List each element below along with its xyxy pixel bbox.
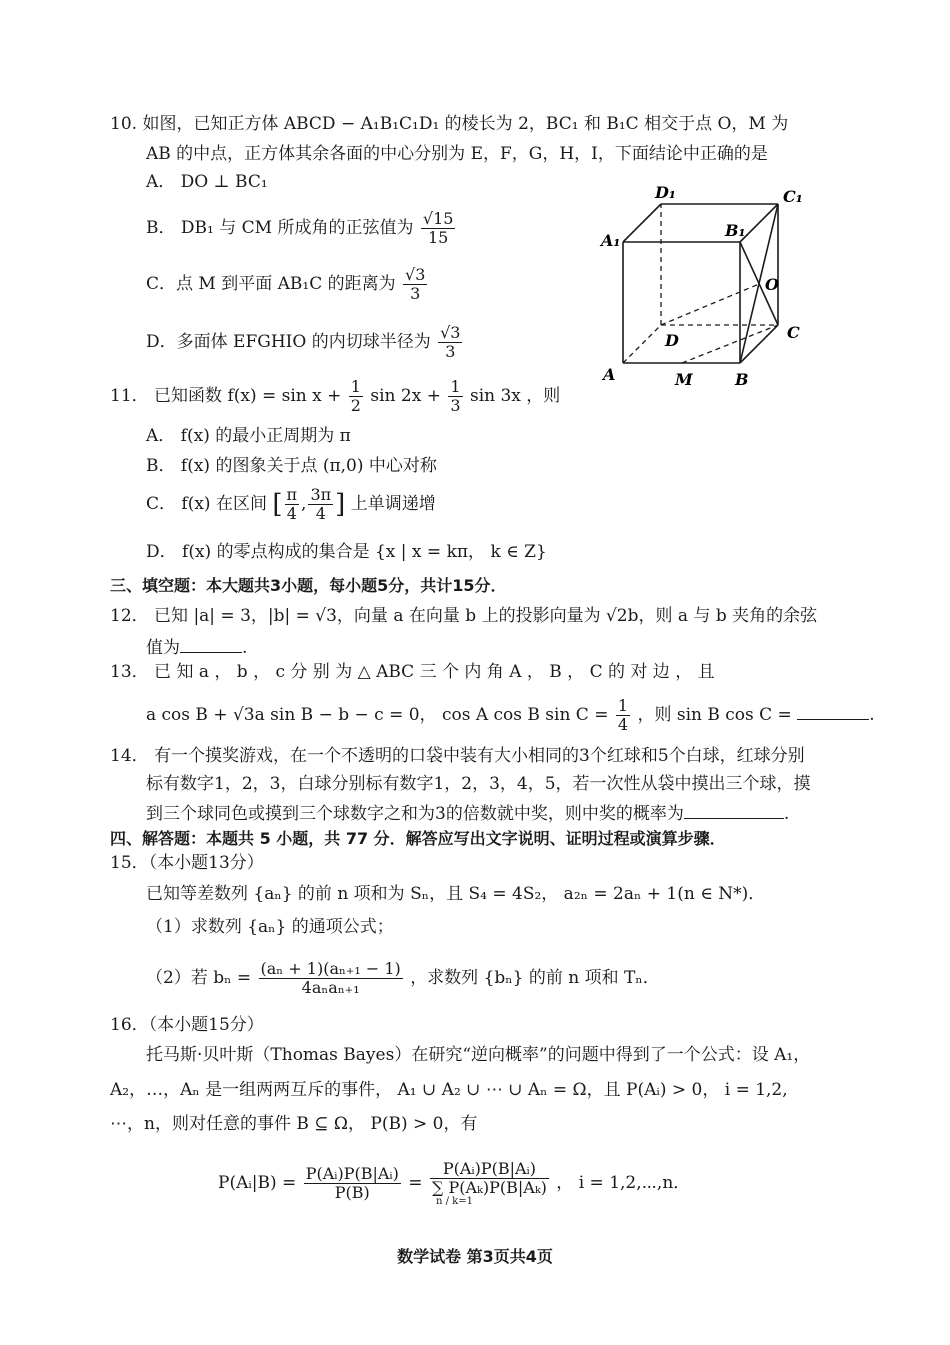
q16-line3: ⋯，n，则对任意的事件 B ⊆ Ω， P(B) > 0，有 [110, 1114, 478, 1134]
cube-figure [595, 180, 825, 395]
q12-line1: 12． 已知 |a| = 3，|b| = √3，向量 a 在向量 b 上的投影向量为 √2b，则 a 与 b 夹角的余弦 [110, 606, 818, 626]
q12-answer-blank [180, 634, 242, 653]
q14-line2: 标有数字1，2，3，白球分别标有数字1，2，3，4，5，若一次性从袋中摸出三个球，摸 [146, 774, 811, 794]
q10-option-c-fraction: $\frac{√3}{3}$ [405, 265, 426, 303]
q14-answer-blank [684, 800, 784, 819]
q11-option-c-fraction-1: $\frac{\pi}{4}$ [286, 485, 298, 523]
hidden-MC [682, 325, 778, 363]
q15-part-1: （1）求数列 {aₙ} 的通项公式； [146, 917, 394, 937]
q10-line2: AB 的中点，正方体其余各面的中心分别为 E，F，G，H，I，下面结论中正确的是 [146, 144, 768, 164]
q15-part-2: （2）若 bₙ = $\frac{\text{(aₙ + 1)(aₙ₊₁ − 1)}}{\text{4aₙaₙ₊₁}}$ ，求数列 {bₙ} 的前 n 项和 Tₙ． [146, 959, 660, 997]
q14-line1: 14． 有一个摸奖游戏，在一个不透明的口袋中装有大小相同的3个红球和5个白球，红球分别 [110, 746, 805, 766]
q16-line2: A₂，…，Aₙ 是一组两两互斥的事件， A₁ ∪ A₂ ∪ ⋯ ∪ Aₙ = Ω，且 P(Aᵢ) > 0， i = 1,2, [110, 1080, 788, 1100]
q15-stem: 已知等差数列 {aₙ} 的前 n 项和为 Sₙ，且 S₄ = 4S₂， a₂ₙ = 2aₙ + 1(n ∈ N*)． [146, 884, 766, 904]
label-D: D [665, 331, 679, 350]
q16-formula-fraction-1: $\frac{\text{P(Aᵢ)P(B|Aᵢ)}}{P(B)}$ [305, 1164, 399, 1202]
q16-line1: 托马斯·贝叶斯（Thomas Bayes）在研究“逆向概率”的问题中得到了一个公式：设 A₁， [146, 1045, 811, 1065]
edge-BC [740, 325, 778, 363]
q10-option-d-fraction: $\frac{√3}{3}$ [440, 323, 461, 361]
section-3-heading: 三、填空题：本大题共3小题，每小题5分，共计15分． [110, 576, 507, 595]
q10-option-b: B． DB₁ 与 CM 所成角的正弦值为 $\frac{√15}{15}$ [146, 209, 454, 247]
q10-option-a: A． DO ⊥ BC₁ [146, 172, 268, 192]
q16-bayes-formula: P(Aᵢ|B) = $\frac{\text{P(Aᵢ)P(B|Aᵢ)}}{P(B)}$ = P(Aᵢ)P(B|Aᵢ) ∑ P(Aₖ)P(B|Aₖ) n / k=1 ， i = 1,2,⋯,n． [218, 1159, 691, 1207]
label-B: B [735, 370, 749, 389]
label-A: A [603, 365, 616, 384]
hidden-edge-AD [623, 325, 661, 363]
q13-line2: a cos B + √3a sin B − b − c = 0， cos A cos B sin C = $\frac{1}{4}$ ，则 sin B cos C = . [146, 696, 875, 734]
label-M: M [675, 370, 693, 389]
section-4-heading: 四、解答题：本题共 5 小题，共 77 分．解答应写出文字说明、证明过程或演算步骤． [110, 829, 726, 848]
page-footer: 数学试卷 第3页共4页 [397, 1247, 553, 1266]
q10-option-c: C．点 M 到平面 AB₁C 的距离为 $\frac{√3}{3}$ [146, 265, 426, 303]
q10-option-d: D．多面体 EFGHIO 的内切球半径为 $\frac{√3}{3}$ [146, 323, 461, 361]
label-D1: D₁ [655, 183, 676, 202]
q13-fraction: $\frac{1}{4}$ [617, 696, 629, 734]
q11-option-b: B． f(x) 的图象关于点 (π,0) 中心对称 [146, 456, 437, 476]
q11-option-c-fraction-2: $\frac{3\pi}{4}$ [310, 485, 332, 523]
hidden-DO [661, 284, 759, 325]
q15-bn-fraction: $\frac{\text{(aₙ + 1)(aₙ₊₁ − 1)}}{\text{4aₙaₙ₊₁}}$ [260, 959, 401, 997]
q13-line1: 13． 已 知 a ， b ， c 分 别 为 △ ABC 三 个 内 角 A ， B ， C 的 对 边 ， 且 [110, 662, 715, 682]
q14-line3: 到三个球同色或摸到三个球数字之和为3的倍数就中奖，则中奖的概率为 . [146, 800, 789, 826]
q11-option-d: D． f(x) 的零点构成的集合是 {x | x = kπ， k ∈ Z} [146, 542, 547, 562]
q13-answer-blank [797, 701, 869, 720]
q11-fraction-2: $\frac{1}{3}$ [450, 377, 461, 415]
q15-heading: 15．（本小题13分） [110, 853, 264, 873]
label-O: O [765, 275, 779, 294]
q11-option-a: A． f(x) 的最小正周期为 π [146, 426, 351, 446]
label-C: C [787, 323, 800, 342]
label-C1: C₁ [783, 187, 803, 206]
label-B1: B₁ [725, 221, 746, 240]
q11-fraction-1: $\frac{1}{2}$ [350, 377, 361, 415]
q11-option-c: C． f(x) 在区间 [ $\frac{\pi}{4}$ , $\frac{3\pi}{4}$ ] 上单调递增 [146, 485, 436, 523]
q11-stem: 11． 已知函数 f(x) = sin x + $\frac{1}{2}$ sin 2x + $\frac{1}{3}$ sin 3x ，则 [110, 377, 561, 415]
label-A1: A₁ [601, 231, 621, 250]
edge-B1C1 [740, 204, 778, 242]
q10-option-b-fraction: $\frac{√15}{15}$ [422, 209, 454, 247]
q16-formula-fraction-2: P(Aᵢ)P(B|Aᵢ) ∑ P(Aₖ)P(B|Aₖ) n / k=1 [431, 1159, 547, 1207]
q12-line2: 值为 . [146, 634, 247, 660]
q10-line1: 10. 如图，已知正方体 ABCD − A₁B₁C₁D₁ 的棱长为 2，BC₁ 和 B₁C 相交于点 O，M 为 [110, 114, 789, 134]
edge-A1D1 [623, 204, 661, 242]
q16-heading: 16．（本小题15分） [110, 1015, 264, 1035]
